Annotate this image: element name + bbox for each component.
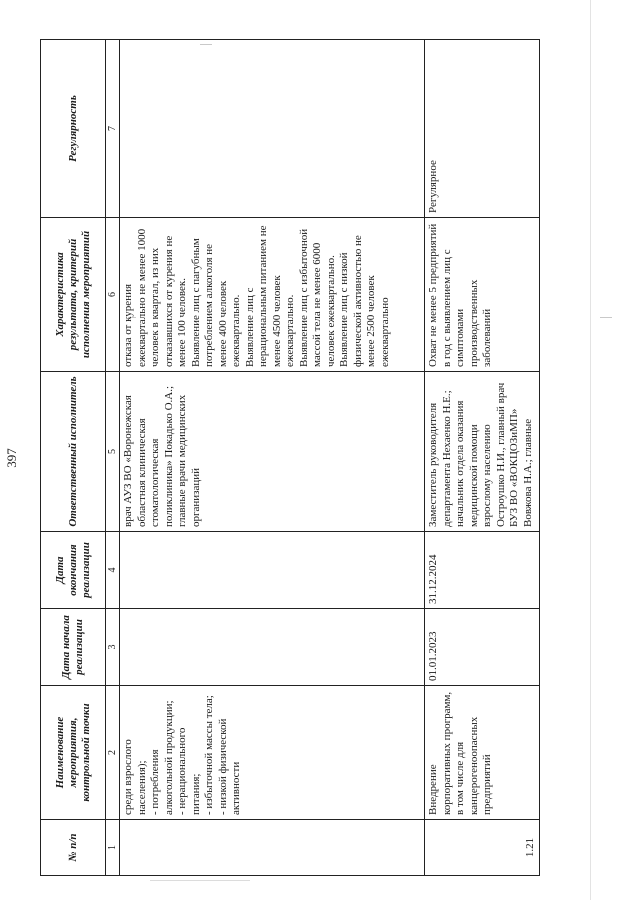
header-regularity: Регулярность bbox=[41, 40, 106, 218]
rotated-page bbox=[4, 40, 600, 876]
column-number: 2 bbox=[106, 686, 120, 820]
regularity: Регулярное bbox=[425, 40, 540, 218]
header-name: Наименование мероприятия, контрольной точки bbox=[41, 686, 106, 820]
column-number: 6 bbox=[106, 218, 120, 372]
start-date: 01.01.2023 bbox=[425, 609, 540, 686]
table-row bbox=[425, 40, 540, 876]
start-date bbox=[120, 609, 425, 686]
header-result: Характеристика результата, критерий исполнения мероприятий bbox=[41, 218, 106, 372]
header-start: Дата начала реализации bbox=[41, 609, 106, 686]
row-number: 1.21 bbox=[425, 820, 540, 876]
column-number: 5 bbox=[106, 372, 120, 532]
activity-name: Внедрение корпоративных программ, в том числе для канцерогеноопасных предприятий bbox=[425, 686, 540, 820]
table-row bbox=[120, 40, 425, 876]
regularity bbox=[120, 40, 425, 218]
column-number: 1 bbox=[106, 820, 120, 876]
activities-table bbox=[40, 39, 540, 876]
column-number: 3 bbox=[106, 609, 120, 686]
header-responsible: Ответственный исполнитель bbox=[41, 372, 106, 532]
end-date bbox=[120, 532, 425, 609]
column-number: 4 bbox=[106, 532, 120, 609]
scan-tick-mark bbox=[600, 317, 612, 318]
activity-name: среди взрослого населения); - потребления алкогольной продукции; - нерационального питания; - избыточной массы тела; - низкой физической активности bbox=[120, 686, 425, 820]
scan-edge-line bbox=[150, 880, 250, 881]
responsible-executor: Заместитель руководителя департамента Нехаенко Н.Е.; начальник отдела оказания медицинской помощи взрослому населению Остроушко Н.И., главный врач БУЗ ВО «ВОКЦОЗиМП» Вовжова Н.А.; главные bbox=[425, 372, 540, 532]
responsible-executor: врач АУЗ ВО «Воронежская областная клиническая стоматологическая поликлиника» Покадько О.А.; главные врачи медицинских организаций bbox=[120, 372, 425, 532]
header-num: № п/п bbox=[41, 820, 106, 876]
column-number-row bbox=[106, 40, 120, 876]
column-number: 7 bbox=[106, 40, 120, 218]
result-criteria: отказа от курения ежеквартально не менее 1000 человек в квартал, из них отказавшихся от курения не менее 100 человек. Выявление лиц с пагубным потреблением алкоголя не менее 400 человек ежеквартально. Выявление лиц с нерациональным питанием не менее 4500 человек ежеквартально. Выявление лиц с избыточной массой тела не менее 6000 человек ежеквартально. Выявление лиц с низкой физической активностью не менее 2500 человек ежеквартально bbox=[120, 218, 425, 372]
header-row bbox=[41, 40, 106, 876]
row-number bbox=[120, 820, 425, 876]
end-date: 31.12.2024 bbox=[425, 532, 540, 609]
header-end: Дата окончания реализации bbox=[41, 532, 106, 609]
result-criteria: Охват не менее 5 предприятий в год с выявлением лиц с симптомами производственных заболеваний bbox=[425, 218, 540, 372]
page-number: 397 bbox=[4, 448, 19, 468]
